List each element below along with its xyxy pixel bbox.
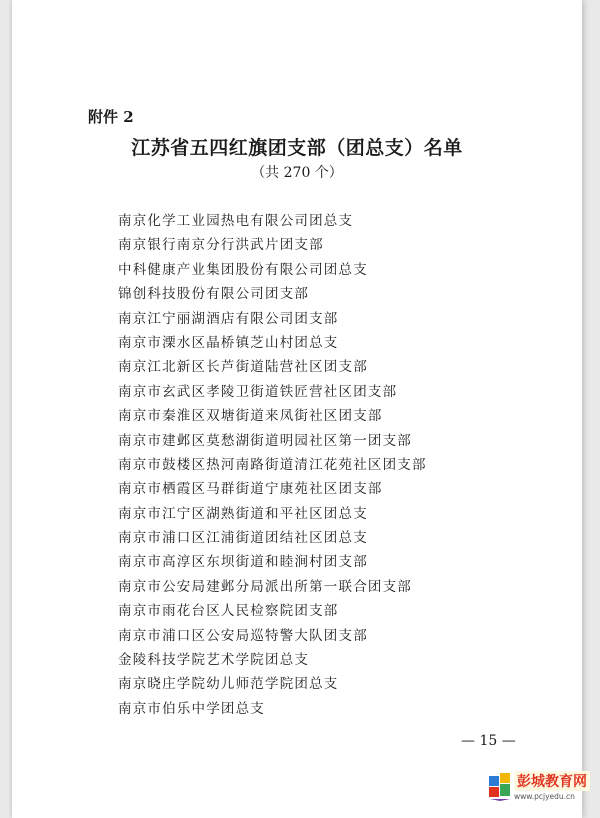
list-item: 南京市江宁区湖熟街道和平社区团总支: [118, 505, 368, 522]
list-item: 南京市高淳区东坝街道和睦涧村团支部: [118, 554, 368, 571]
list-item: 南京市公安局建邺分局派出所第一联合团支部: [118, 578, 412, 595]
list-item: 金陵科技学院艺术学院团总支: [118, 652, 310, 669]
site-watermark[interactable]: [486, 770, 596, 810]
list-item: 南京市玄武区孝陵卫街道铁匠营社区团支部: [118, 383, 398, 400]
list-item: 中科健康产业集团股份有限公司团总支: [118, 261, 368, 278]
attachment-label: 附件 2: [88, 108, 134, 126]
list-item: 南京市雨花台区人民检察院团支部: [118, 603, 339, 620]
list-item: 南京市浦口区江浦街道团结社区团总支: [118, 530, 368, 547]
watermark-site-url: www.pcjyedu.cn: [514, 792, 575, 801]
list-item: 南京市秦淮区双塘街道来凤街社区团支部: [118, 408, 383, 425]
list-item: 锦创科技股份有限公司团支部: [118, 286, 310, 303]
list-item: 南京市溧水区晶桥镇芝山村团总支: [118, 334, 339, 351]
document-page: [12, 0, 582, 818]
entry-list: [118, 209, 427, 721]
list-item: 南京市浦口区公安局巡特警大队团支部: [118, 627, 368, 644]
list-item: 南京晓庄学院幼儿师范学院团总支: [118, 676, 339, 693]
page-number: — 15 —: [461, 733, 516, 749]
list-item: 南京江北新区长芦街道陆营社区团支部: [118, 359, 368, 376]
list-item: 南京市鼓楼区热河南路街道清江花苑社区团支部: [118, 456, 427, 473]
list-item: 南京市伯乐中学团总支: [118, 700, 265, 717]
page-title: 江苏省五四红旗团支部（团总支）名单: [131, 137, 463, 159]
list-item: 南京银行南京分行洪武片团支部: [118, 237, 324, 254]
watermark-site-name: 彭城教育网: [514, 771, 590, 791]
colored-blocks-logo-icon: [488, 772, 512, 802]
list-item: 南京市栖霞区马群街道宁康苑社区团支部: [118, 481, 383, 498]
list-item: 南京化学工业园热电有限公司团总支: [118, 213, 354, 229]
page-subtitle: （共 270 个）: [251, 165, 343, 181]
list-item: 南京江宁丽湖酒店有限公司团支部: [118, 310, 339, 327]
list-item: 南京市建邺区莫愁湖街道明园社区第一团支部: [118, 432, 412, 449]
